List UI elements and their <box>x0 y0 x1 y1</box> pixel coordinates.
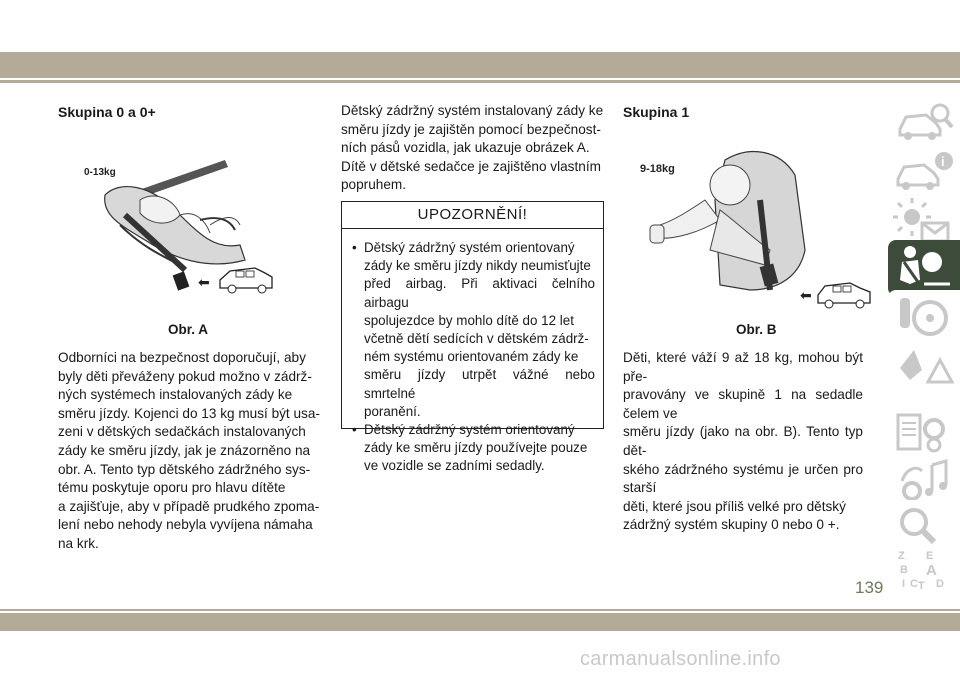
middle-body <box>341 102 604 195</box>
svg-text:B: B <box>900 564 908 576</box>
tab-car-info[interactable] <box>888 95 960 151</box>
warning-line: včetně dětí sedících v dětském zádrž- <box>364 331 589 347</box>
warning-line: • Dětský zádržný systém orientovaný <box>364 422 575 438</box>
left-line: tému poskytuje oporu pro hlavu dítěte <box>58 480 286 496</box>
right-line: zádržný systém skupiny 0 nebo 0 +. <box>623 517 840 533</box>
warning-line: zády ke směru jízdy nikdy neumisťujte <box>364 258 591 274</box>
tab-safety[interactable] <box>888 240 960 296</box>
tab-dashboard[interactable] <box>888 145 960 201</box>
car-info-icon <box>888 95 960 151</box>
figure-a-weight-label: 0-13kg <box>84 167 116 178</box>
svg-text:D: D <box>936 578 944 590</box>
emergency-icon <box>888 340 960 396</box>
caption-a: Obr. A <box>168 322 209 337</box>
right-line: směru jízdy (jako na obr. B). Tento typ dět- <box>623 424 863 458</box>
svg-text:A: A <box>926 562 937 579</box>
warning-line: spolujezdce by mohlo dítě do 12 let <box>364 312 574 328</box>
middle-line: popruhem. <box>341 177 406 193</box>
tab-starting-driving[interactable] <box>888 290 960 346</box>
maintenance-icon <box>888 405 960 461</box>
dashboard-warning-icon <box>888 145 960 201</box>
warning-line: zády ke směru jízdy používejte pouze <box>364 440 588 456</box>
right-line: ského zádržného systému je určen pro starší <box>623 461 863 496</box>
footer-band <box>0 613 960 631</box>
left-line: na krk. <box>58 535 99 551</box>
left-line: obr. A. Tento typ dětského zádržného sys- <box>58 461 311 477</box>
middle-line: Dítě v dětské sedačce je zajištěno vlastním <box>341 158 601 174</box>
warning-item <box>352 239 595 421</box>
figure-b-weight-label: 9-18kg <box>640 163 675 175</box>
right-line: pravovány ve skupině 1 na sedadle čelem ve <box>623 387 863 421</box>
right-body <box>623 349 863 535</box>
svg-text:C: C <box>910 578 918 590</box>
middle-line: ních pásů vozidla, jak ukazuje obrázek A. <box>341 140 590 156</box>
svg-text:E: E <box>926 550 934 562</box>
middle-line: směru jízdy je zajištěn pomocí bezpečnost- <box>341 121 601 137</box>
left-line: byly děti převáženy pokud možno v zádrž- <box>58 368 312 384</box>
heading-group-0: Skupina 0 a 0+ <box>58 104 156 120</box>
warning-box <box>341 201 604 474</box>
warning-item <box>352 421 595 476</box>
right-line: Děti, které váží 9 až 18 kg, mohou být pře- <box>623 350 863 384</box>
tab-emergency[interactable] <box>888 340 960 396</box>
svg-text:⬅: ⬅ <box>198 274 210 290</box>
warning-line: ve vozidle se zadními sedadly. <box>364 458 545 474</box>
index-letters-icon <box>888 545 960 595</box>
figure-a-rear-facing-seat <box>80 155 295 300</box>
left-line: lení nebo nehody nebyla vyvíjena námaha <box>58 517 313 533</box>
warning-line: ném systému orientovaném zády ke <box>364 349 579 365</box>
watermark: carmanualsonline.info <box>580 648 781 670</box>
page-number: 139 <box>855 578 884 597</box>
figure-b-forward-facing-seat <box>630 140 875 310</box>
right-line: děti, které jsou příliš velké pro dětský <box>623 498 846 514</box>
warning-line: • Dětský zádržný systém orientovaný <box>364 240 575 255</box>
left-line: a zajišťuje, aby v případě prudkého zpoma- <box>58 498 320 514</box>
safety-airbag-icon <box>888 240 960 296</box>
tab-index[interactable] <box>888 545 960 601</box>
left-line: zeni v dětských sedačkách instalovaných <box>58 424 306 440</box>
left-body <box>58 349 322 554</box>
header-rule <box>0 80 960 83</box>
warning-line: před airbag. Při aktivaci čelního airbagu <box>364 276 595 310</box>
warning-line: směru jízdy utrpět vážné nebo smrtelné <box>364 367 595 401</box>
warning-list <box>342 229 603 476</box>
header-band <box>0 52 960 78</box>
svg-text:i: i <box>941 154 945 169</box>
warning-line: poranění. <box>364 403 421 419</box>
tab-maintenance[interactable] <box>888 405 960 461</box>
caption-b: Obr. B <box>736 322 777 337</box>
left-line: zády ke směru jízdy, jak je znázorněno na <box>58 442 311 458</box>
heading-group-1: Skupina 1 <box>623 104 690 120</box>
svg-text:T: T <box>918 580 925 592</box>
middle-line: Dětský zádržný systém instalovaný zády ke <box>341 103 604 118</box>
svg-text:Z: Z <box>898 550 905 562</box>
left-line: směru jízdy. Kojenci do 13 kg musí být usa- <box>58 405 320 421</box>
svg-text:⬅: ⬅ <box>800 287 812 303</box>
svg-text:I: I <box>902 578 906 590</box>
warning-title: UPOZORNĚNÍ! <box>342 202 603 229</box>
left-line: ných systémech instalovaných zády ke <box>58 387 293 403</box>
left-line: Odborníci na bezpečnost doporučují, aby <box>58 350 306 365</box>
starting-driving-icon <box>888 290 960 346</box>
footer-rule <box>0 609 960 611</box>
